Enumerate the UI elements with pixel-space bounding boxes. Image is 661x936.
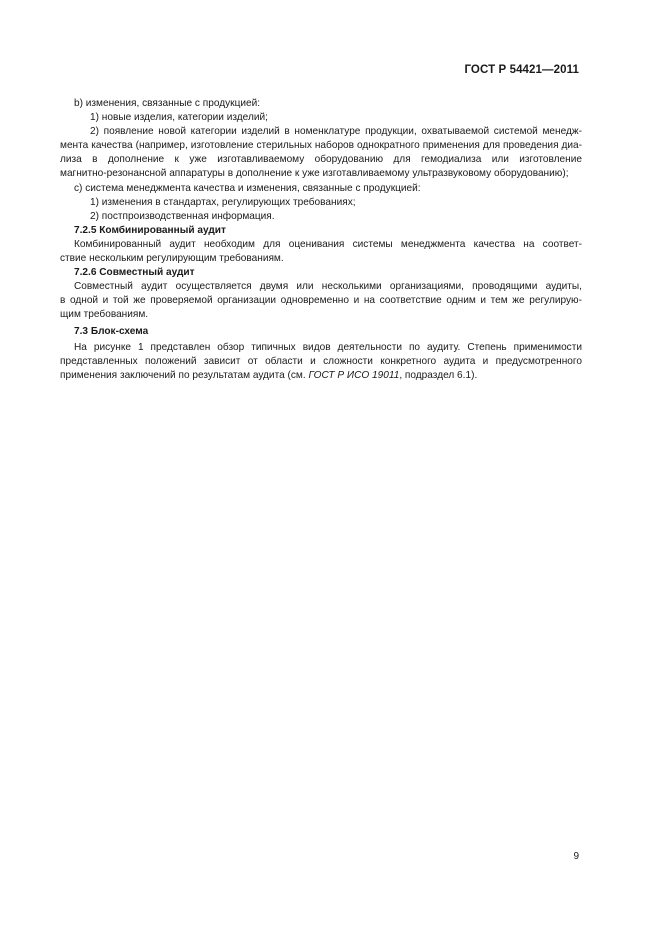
document-number: ГОСТ Р 54421—2011	[464, 64, 579, 76]
section-heading-7-2-5: 7.2.5 Комбинированный аудит	[74, 224, 226, 236]
page-number: 9	[573, 851, 579, 862]
list-subitem-b2-line4: магнитно-резонансной аппаратуры в дополнение к уже изготавливаемому ультразвуковому оборудованию);	[60, 168, 569, 180]
paragraph-7-2-6-line2: в одной и той же проверяемой организации одновременно и на соответствие одним и тем же регулирую-	[60, 295, 582, 307]
list-subitem-c1: 1) изменения в стандартах, регулирующих требованиях;	[90, 196, 356, 208]
standard-reference: ГОСТ Р ИСО 19011	[308, 369, 400, 381]
list-item-b: b) изменения, связанные с продукцией:	[74, 98, 261, 109]
paragraph-7-2-6-line3: щим требованиям.	[60, 309, 149, 321]
paragraph-7-3-line3	[60, 369, 582, 383]
page-body	[60, 97, 582, 383]
section-heading-7-2-6: 7.2.6 Совместный аудит	[74, 267, 195, 279]
list-subitem-b2-line1: 2) появление новой категории изделий в номенклатуре продукции, охватываемой системой менедж-	[90, 126, 582, 138]
section-heading-7-3: 7.3 Блок-схема	[74, 325, 149, 337]
list-subitem-c2: 2) постпроизводственная информация.	[90, 210, 275, 222]
list-subitem-b2-line2: мента качества (например, изготовление стерильных наборов однократного применения для проведения диа-	[60, 140, 582, 152]
list-item-c: c) система менеджмента качества и изменения, связанные с продукцией:	[74, 182, 421, 194]
paragraph-7-2-5-line1: Комбинированный аудит необходим для оценивания системы менеджмента качества на соответ-	[74, 238, 582, 250]
paragraph-7-3-text: применения заключений по результатам аудита (см.	[60, 369, 309, 381]
paragraph-7-3-line2: представленных положений зависит от области и сложности конкретного аудита и предусмотренного	[60, 355, 582, 367]
list-subitem-b2-line3: лиза в дополнение к уже изготавливаемому оборудованию для гемодиализа или изготовление	[60, 154, 582, 166]
list-subitem-b1: 1) новые изделия, категории изделий;	[90, 112, 268, 124]
paragraph-7-3-line1: На рисунке 1 представлен обзор типичных видов деятельности по аудиту. Степень применимости	[74, 341, 582, 353]
paragraph-7-3-text-end: , подраздел 6.1).	[399, 369, 478, 381]
paragraph-7-2-5-line2: ствие нескольким регулирующим требованиям.	[60, 253, 284, 265]
paragraph-7-2-6-line1: Совместный аудит осуществляется двумя или несколькими организациями, проводящими аудиты,	[74, 281, 582, 293]
